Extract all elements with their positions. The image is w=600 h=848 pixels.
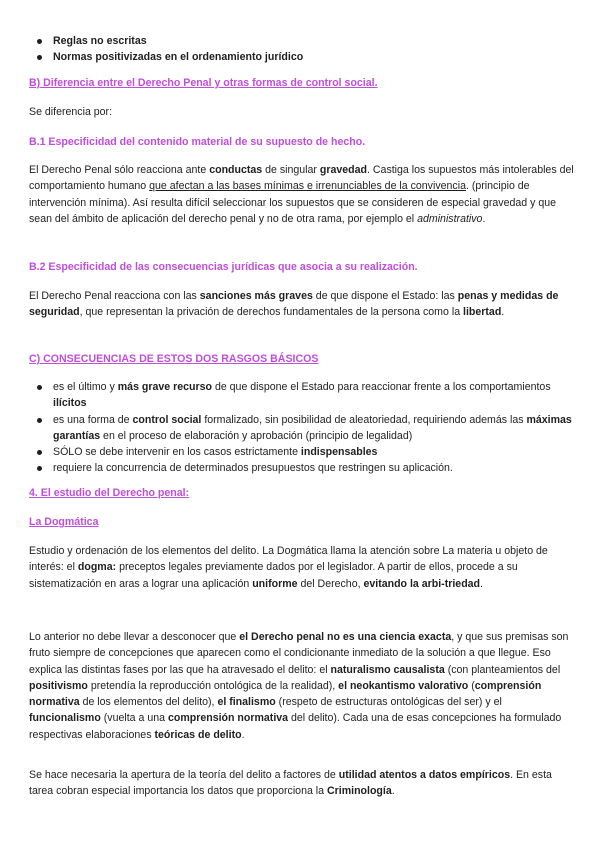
list-item: es una forma de control social formalizado, sin posibilidad de aleatoriedad, requiriendo además las máximas garantías en el proceso de elaboración y aprobación (principio de legalidad) (29, 412, 574, 445)
section-c-list (29, 379, 574, 477)
dogmatica-paragraph-1: Estudio y ordenación de los elementos del delito. La Dogmática llama la atención sobre La materia u objeto de interés: el dogma: preceptos legales previamente dados por el legislador. A partir de ellos, procede a su sistematización en aras a lograr una aplicación uniforme del Derecho, evitando la arbi-triedad. (29, 545, 548, 590)
section-b-heading: B) Diferencia entre el Derecho Penal y otras formas de control social. (29, 77, 378, 89)
b2-paragraph: El Derecho Penal reacciona con las sanciones más graves de que dispone el Estado: las penas y medidas de seguridad, que representan la privación de derechos fundamentales de la persona como la libertad. (29, 290, 559, 319)
list-item: es el último y más grave recurso de que dispone el Estado para reaccionar frente a los comportamientos ilícitos (29, 379, 574, 412)
dogmatica-subheading: La Dogmática (29, 516, 99, 528)
list-item: SÓLO se debe intervenir en los casos estrictamente indispensables (29, 444, 574, 460)
b1-heading: B.1 Especificidad del contenido material de su supuesto de hecho. (29, 136, 366, 148)
section-c-heading: C) CONSECUENCIAS DE ESTOS DOS RASGOS BÁSICOS (29, 353, 319, 365)
section-b-intro: Se diferencia por: (29, 106, 113, 118)
section-4-heading: 4. El estudio del Derecho penal: (29, 487, 190, 499)
list-item: Normas positivizadas en el ordenamiento jurídico (29, 49, 574, 65)
b1-paragraph: El Derecho Penal sólo reacciona ante conductas de singular gravedad. Castiga los supuestos más intolerables del comportamiento humano que afectan a las bases mínimas e irrenunciables de la convivencia. (principio de intervención mínima). Así resulta difícil seleccionar los supuestos que se consideren de especial gravedad y que sean del ámbito de aplicación del derecho penal y no de otra rama, por ejemplo el administrativo. (29, 164, 574, 225)
dogmatica-paragraph-2: Lo anterior no debe llevar a desconocer que el Derecho penal no es una ciencia exacta, y que sus premisas son fruto siempre de concepciones que aparecen como el condicionante inmediato de la solución a que llegue. Eso explica las distintas fases por las que ha atravesado el delito: el naturalismo causalista (con planteamientos del positivismo pretendía la reproducción ontológica de la realidad), el neokantismo valorativo (comprensión normativa de los elementos del delito), el finalismo (respeto de estructuras ontológicas del ser) y el funcionalismo (vuelta a una comprensión normativa del delito). Cada una de esas concepciones ha formulado respectivas elaboraciones teóricas de delito. (29, 631, 569, 741)
list-item: Reglas no escritas (29, 33, 574, 49)
list-item: requiere la concurrencia de determinados presupuestos que restringen su aplicación. (29, 460, 574, 476)
top-bullet-list (29, 33, 574, 66)
dogmatica-paragraph-3: Se hace necesaria la apertura de la teoría del delito a factores de utilidad atentos a datos empíricos. En esta tarea cobran especial importancia los datos que proporciona la Criminología. (29, 769, 552, 798)
b2-heading: B.2 Especificidad de las consecuencias jurídicas que asocia a su realización. (29, 261, 418, 273)
